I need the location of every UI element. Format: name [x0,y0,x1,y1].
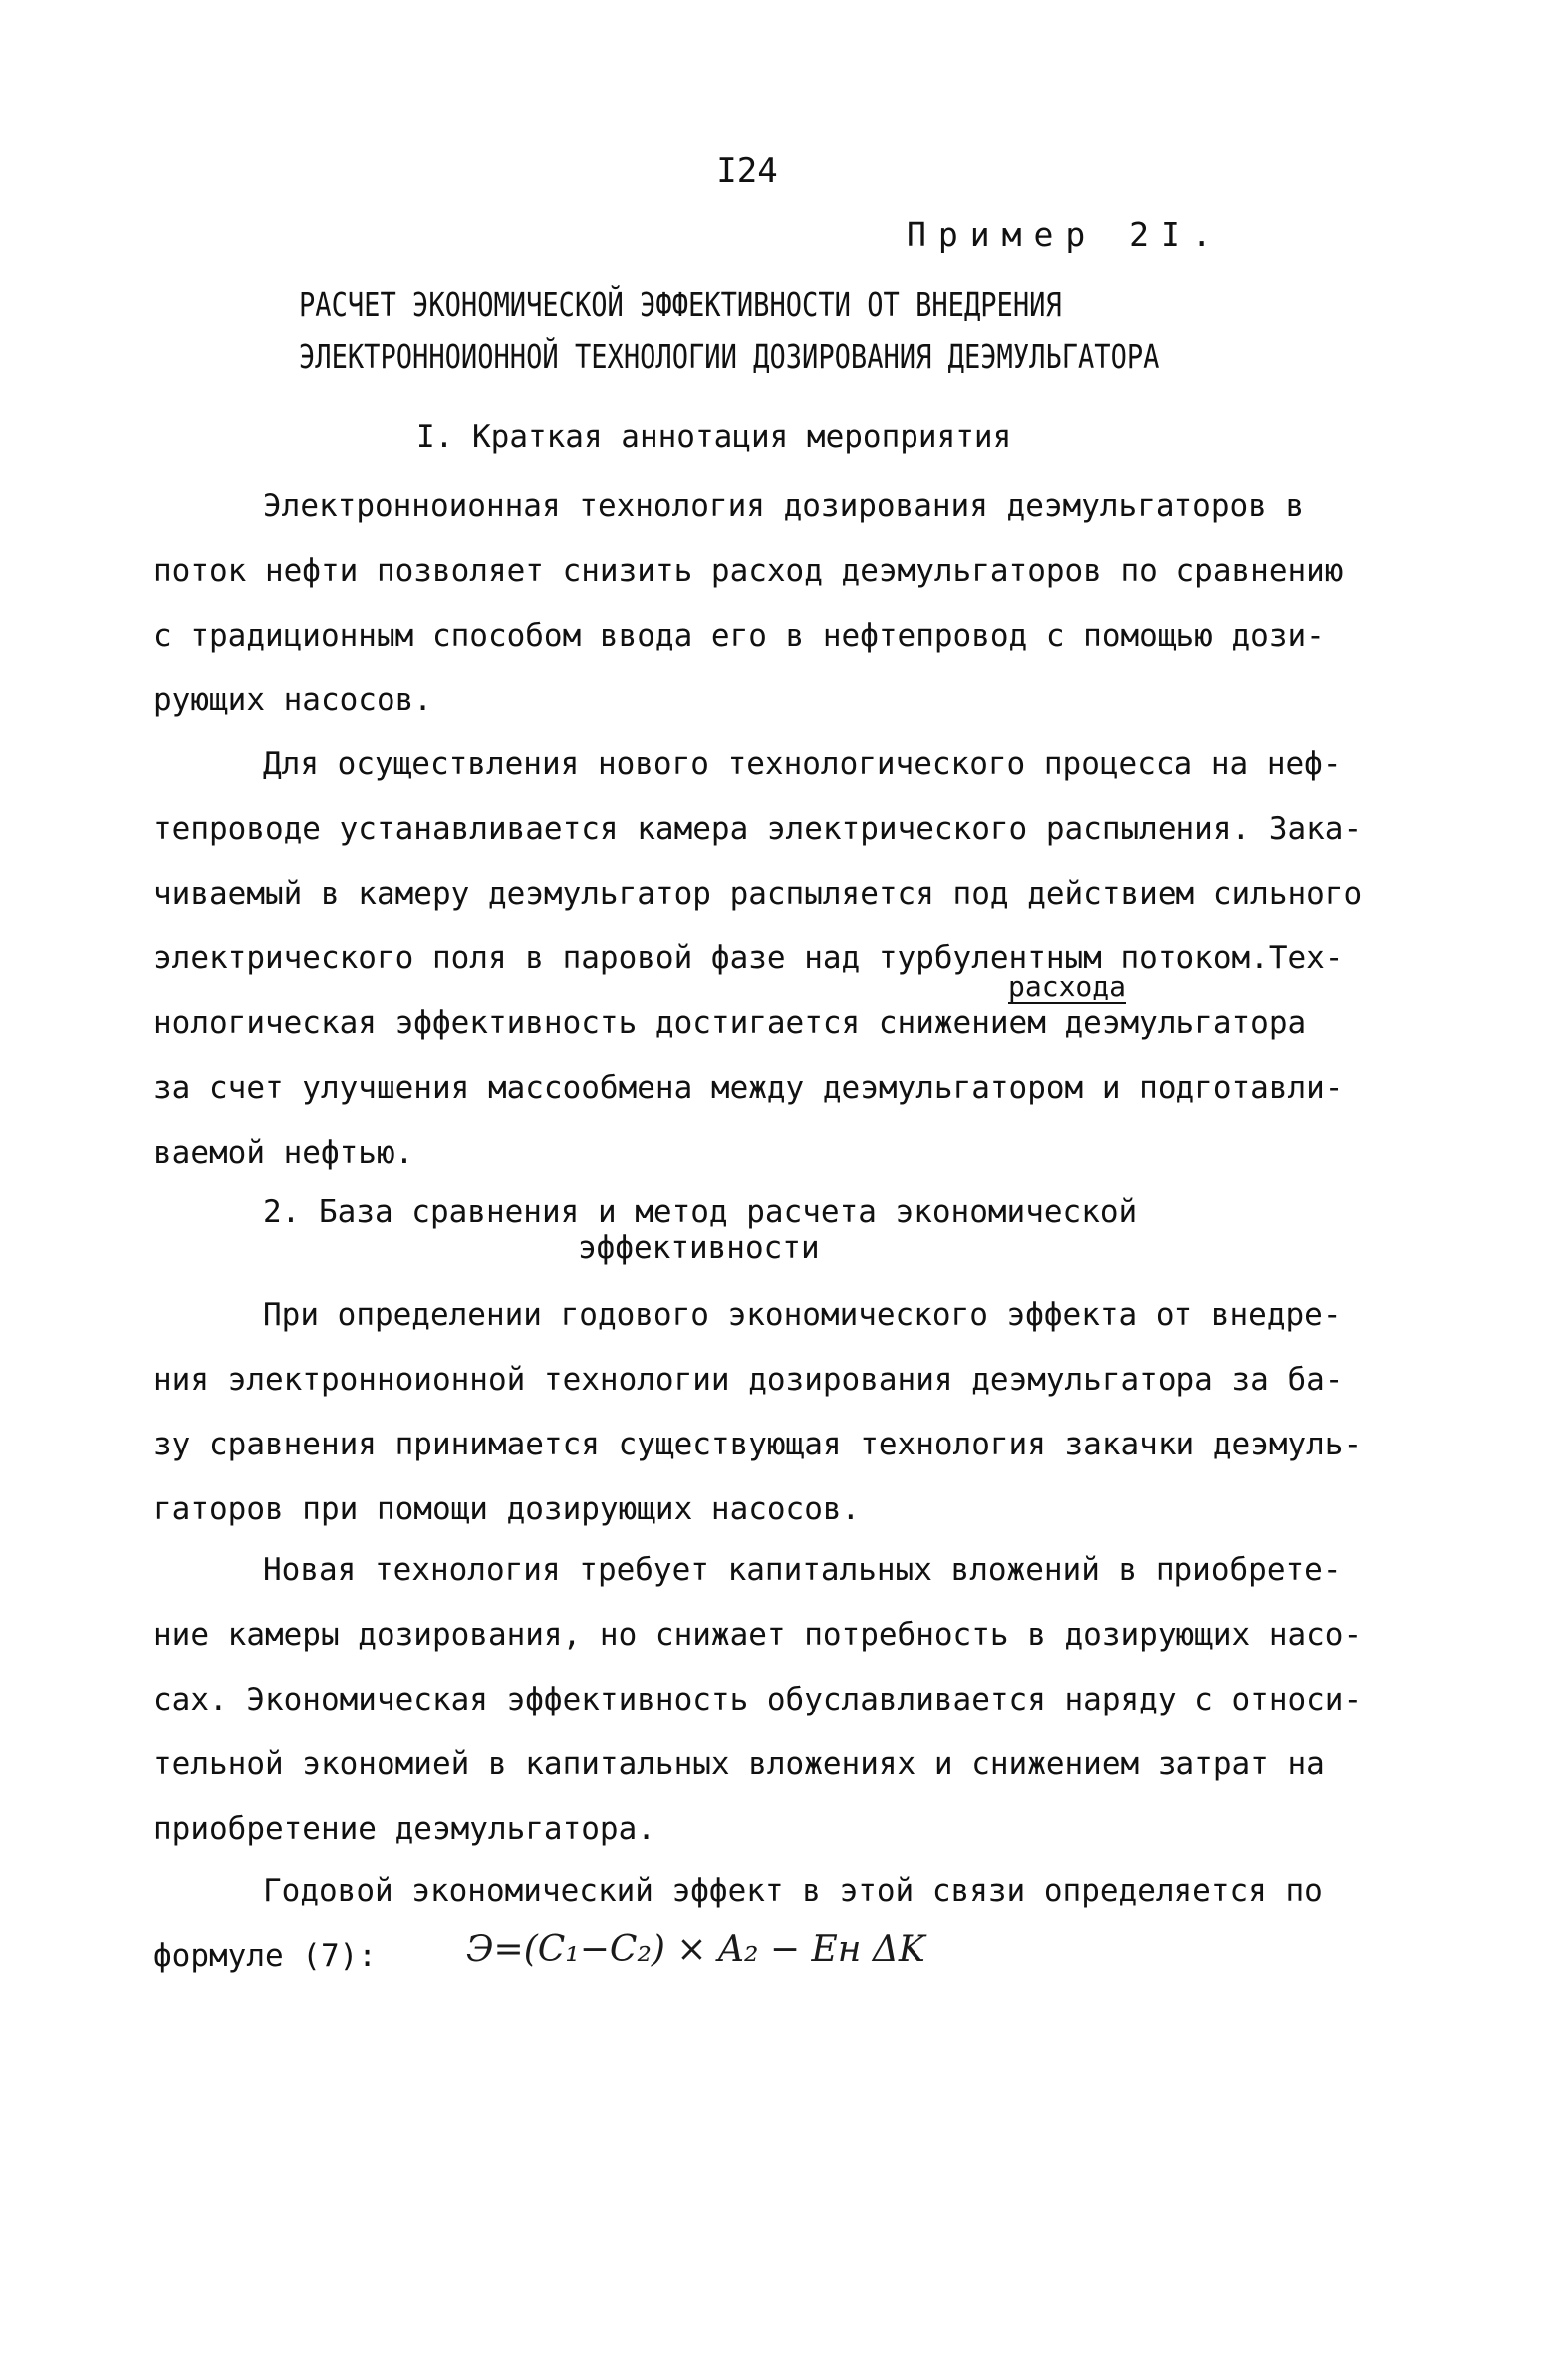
text-line: Электронноионная технология дозирования деэмульгаторов в [263,488,1305,524]
text-line: рующих насосов. [153,682,432,718]
text-line: ния электронноионной технологии дозирования деэмульгатора за ба- [153,1362,1344,1398]
text-line: тепроводе устанавливается камера электрического распыления. Зака- [153,811,1363,847]
section-1-paragraph-2 [153,732,1419,1185]
handwritten-insert-word: расхода [1008,970,1127,1003]
text-line: тельной экономией в капитальных вложениях и снижением затрат на [153,1746,1325,1782]
title-line-1: РАСЧЕТ ЭКОНОМИЧЕСКОЙ ЭФФЕКТИВНОСТИ ОТ ВНЕДРЕНИЯ [299,285,1062,324]
text-line: При определении годового экономического эффекта от внедре- [263,1297,1342,1333]
section-2-paragraph-1 [153,1283,1419,1542]
example-label: Пример 2I. [907,215,1224,254]
text-line: с традиционным способом ввода его в нефтепровод с помощью дози- [153,618,1325,654]
text-line: за счет улучшения массообмена между деэмульгатором и подготавли- [153,1070,1344,1106]
section-1-paragraph-1 [153,474,1419,733]
document-title [299,279,1160,383]
text-line: ние камеры дозирования, но снижает потребность в дозирующих насо- [153,1617,1363,1653]
text-line: Новая технология требует капитальных вложений в приобрете- [263,1552,1342,1588]
text-line: Для осуществления нового технологического процесса на неф- [263,746,1342,782]
text-line: Годовой экономический эффект в этой связи определяется по [263,1873,1323,1909]
text-line: сах. Экономическая эффективность обуславливается наряду с относи- [153,1682,1363,1717]
text-line: приобретение деэмульгатора. [153,1811,655,1847]
page-number: I24 [716,151,778,191]
section-2-heading-line-2: эффективности [578,1230,820,1266]
text-line: нологическая эффективность достигается снижением деэмульгатора [153,1005,1307,1041]
title-line-2: ЭЛЕКТРОННОИОННОЙ ТЕХНОЛОГИИ ДОЗИРОВАНИЯ ДЕЭМУЛЬГАТОРА [299,337,1160,376]
text-line: зу сравнения принимается существующая технология закачки деэмуль- [153,1427,1363,1462]
text-line: ваемой нефтью. [153,1135,414,1171]
section-2-heading-line-1: 2. База сравнения и метод расчета экономической [263,1194,1138,1230]
section-2-paragraph-2 [153,1538,1419,1862]
handwritten-formula: Э=(C₁−C₂) × A₂ − Eн ΔK [466,1929,925,1970]
text-line: формуле (7): [153,1938,377,1974]
text-line: гаторов при помощи дозирующих насосов. [153,1491,861,1527]
text-line: чиваемый в камеру деэмульгатор распыляется под действием сильного [153,876,1363,912]
text-line: поток нефти позволяет снизить расход деэмульгаторов по сравнению [153,553,1344,589]
text-line: электрического поля в паровой фазе над турбулентным потоком.Тех- [153,940,1344,976]
section-1-heading: I. Краткая аннотация мероприятия [416,419,1012,455]
